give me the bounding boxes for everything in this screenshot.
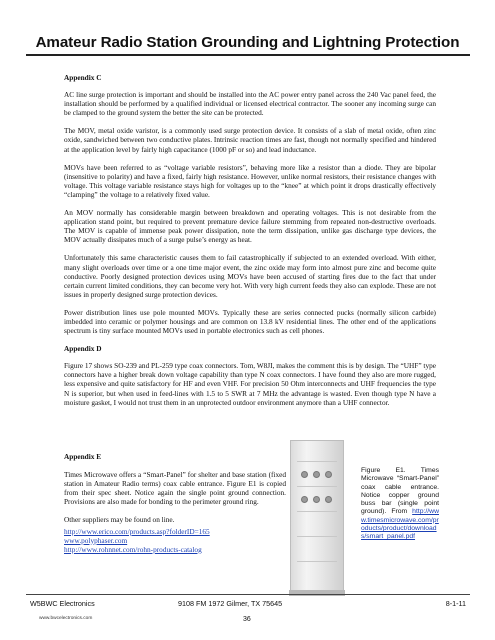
appendix-d-heading: Appendix D (64, 344, 102, 354)
smart-panel-image (290, 440, 344, 592)
ground-buss-bar (289, 590, 345, 596)
paragraph: Unfortunately this same characteristic causes them to fail catastrophically if subjected to an extended overload. With either, many slight overloads over time or a one time major event, the zinc oxide may form into almost pure zinc and become quite conductive. Poorly designed protection devices using MOVs have been accused of starting fires due to the fact that under certain current limited conditions, they can become very hot. With very high current feeds they also can explode. These are not issues in properly designed surge protection devices. (64, 253, 436, 299)
paragraph: Times Microwave offers a “Smart-Panel” for shelter and base station (fixed station in Amateur Radio terms) coax cable entrance. Figure E1 is copied from their spec sheet. Notice again the single point ground connection. Provisions are also made for bonding to the perimeter ground ring. (64, 470, 286, 507)
caption-text: Figure E1. Times Microwave “Smart-Panel” coax cable entrance. Notice copper ground buss bar (single point ground). From (361, 467, 439, 516)
footer-address: 9108 FM 1972 Gilmer, TX 75645 (178, 599, 283, 608)
caption-link[interactable]: http://www.timesmicrowave.com/products/product/downloads/smart_panel.pdf (361, 508, 439, 541)
footer-date: 8-1-11 (445, 599, 466, 608)
erico-link[interactable]: http://www.erico.com/products.asp?folderID=165 (64, 526, 210, 536)
paragraph: Other suppliers may be found on line. (64, 515, 175, 525)
page-number: 36 (243, 616, 251, 623)
appendix-e (64, 452, 286, 554)
footer-rule (26, 594, 470, 595)
paragraph: Power distribution lines use pole mounted MOVs. Typically these are series connected pucks (normally silicon carbide) imbedded into ceramic or polymer housings and are common on 13.8 kV residential lines. The other end of the applications spectrum is tiny surface mounted MOVs used in portable electronics such as cell phones. (64, 307, 436, 336)
polyphaser-link[interactable]: www.polyphaser.com (64, 535, 128, 545)
paragraph: Figure 17 shows SO-239 and PL-259 type coax connectors. Tom, W8JI, makes the comment this is by design. The “UHF” type connectors have a higher break down voltage capability than type N coax connectors. I have found they also are more rugged, less expensive and quite satisfactory for HF and even VHF. For precision 50 Ohm interconnects and UHF frequencies the type N is superior, but when used in feed-lines with 1.5 to 5 SWR at 7 MHz the advantage is wasted. Even though type N have a moisture gasket, I would not trust them in an unprotected outdoor environment anymore than a UHF connector. (64, 361, 436, 407)
main-text (64, 73, 436, 416)
appendix-e-heading: Appendix E (64, 452, 102, 461)
footer-company: W5BWC Electronics (30, 599, 95, 608)
paragraph: The MOV, metal oxide varistor, is a commonly used surge protection device. It consists of a slab of metal oxide, often zinc oxide, sandwiched between two conductive plates. Intrinsic reaction times are fast, though not normally specified and hindered at the application level by fairly high capacitance (1000 pF or so) and lead inductance. (64, 126, 436, 154)
appendix-c-heading: Appendix C (64, 73, 102, 82)
rohn-link[interactable]: http://www.rohnnet.com/rohn-products-catalog (64, 544, 202, 554)
footer-website: www.bwcelectronics.com (39, 616, 93, 621)
page-title: Amateur Radio Station Grounding and Lightning Protection (35, 34, 460, 51)
paragraph: MOVs have been referred to as “voltage variable resistors”, behaving more like a resistor than a diode. They are bipolar (insensitive to polarity) and have a fixed, fairly high resistance. However, unlike normal resistors, their resistance changes with voltage. This voltage variable resistance stays high for voltages up to the “knee” at which point it drops drastically effectively “clamping” the voltage to a relatively fixed value. (64, 162, 436, 199)
header-rule (26, 54, 470, 56)
paragraph: An MOV normally has considerable margin between breakdown and operating voltages. This is not desirable from the application stand point, but required to prevent premature device failure stemming from repeated non-destructive overloads. The MOV is capable of immense peak power dissipation, note the term dissipation, unlike gas discharge type devices, the MOV actually dissipates much of a surge pulse’s energy as heat. (64, 208, 436, 245)
paragraph: AC line surge protection is important and should be installed into the AC power entry panel across the 240 Vac panel feed, the installation should be performed by a qualified individual or licensed electrical contractor. The sooner any incoming surge can be clamped to the ground system the better the site can be protected. (64, 90, 436, 118)
figure-e1-caption (361, 467, 439, 542)
